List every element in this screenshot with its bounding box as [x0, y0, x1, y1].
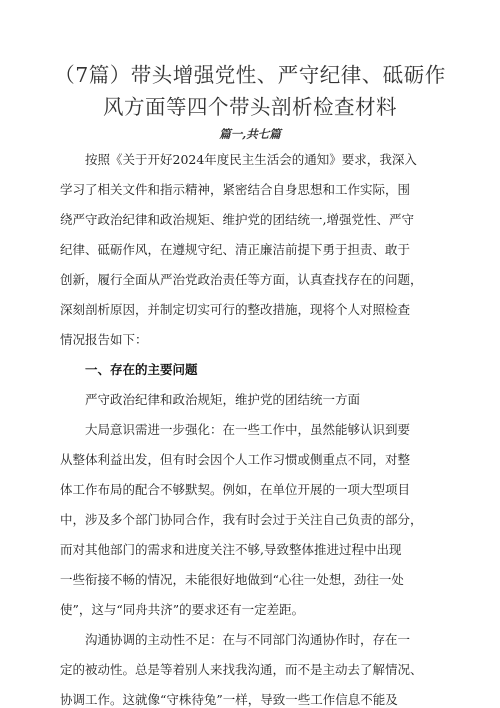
section-heading: 一、存在的主要问题 — [85, 362, 198, 377]
subsection-heading: 严守政治纪律和政治规矩，维护党的团结统一方面 — [85, 392, 361, 407]
paragraph-line: 大局意识需进一步强化：在一些工作中，虽然能够认识到要 — [85, 422, 411, 437]
paragraph-line: 学习了相关文件和指示精神，紧密结合自身思想和工作实际，围 — [60, 182, 411, 197]
paragraph-line: 创新，履行全面从严治党政治责任等方面，认真查找存在的问题， — [60, 272, 423, 287]
paragraph-line: 纪律、砥砺作风，在遵规守纪、清正廉洁前提下勇于担责、敢于 — [60, 242, 411, 257]
paragraph-line: 体工作布局的配合不够默契。例如，在单位开展的一项大型项目 — [60, 482, 411, 497]
document-subtitle: 篇一,共七篇 — [219, 127, 281, 141]
paragraph-line: 深刻剖析原因，并制定切实可行的整改措施，现将个人对照检查 — [60, 302, 411, 317]
document-title-line-2: 风方面等四个带头剖析检查材料 — [103, 95, 397, 119]
paragraph-line: 而对其他部门的需求和进度关注不够,导致整体推进过程中出现 — [60, 542, 402, 557]
paragraph-line: 情况报告如下： — [60, 332, 148, 347]
paragraph-line: 绕严守政治纪律和政治规矩、维护党的团结统一,增强党性、严守 — [60, 212, 414, 227]
document-title-line-1: （7篇）带头增强党性、严守纪律、砥砺作 — [54, 63, 446, 87]
paragraph-line: 沟通协调的主动性不足：在与不同部门沟通协作时，存在一 — [85, 632, 411, 647]
paragraph-line: 一些衔接不畅的情况，未能很好地做到“心往一处想，劲往一处 — [60, 572, 404, 587]
paragraph-line: 协调工作。这就像“守株待兔”一样，导致一些工作信息不能及 — [60, 692, 398, 707]
paragraph-line: 从整体利益出发，但有时会因个人工作习惯或侧重点不同，对整 — [60, 452, 411, 467]
paragraph-line: 定的被动性。总是等着别人来找我沟通，而不是主动去了解情况、 — [60, 662, 423, 677]
paragraph-line: 按照《关于开好2024年度民主生活会的通知》要求，我深入 — [85, 152, 417, 167]
paragraph-line: 使”，这与“同舟共济”的要求还有一定差距。 — [60, 602, 305, 617]
paragraph-line: 中，涉及多个部门协同合作，我有时会过于关注自己负责的部分， — [60, 512, 423, 527]
